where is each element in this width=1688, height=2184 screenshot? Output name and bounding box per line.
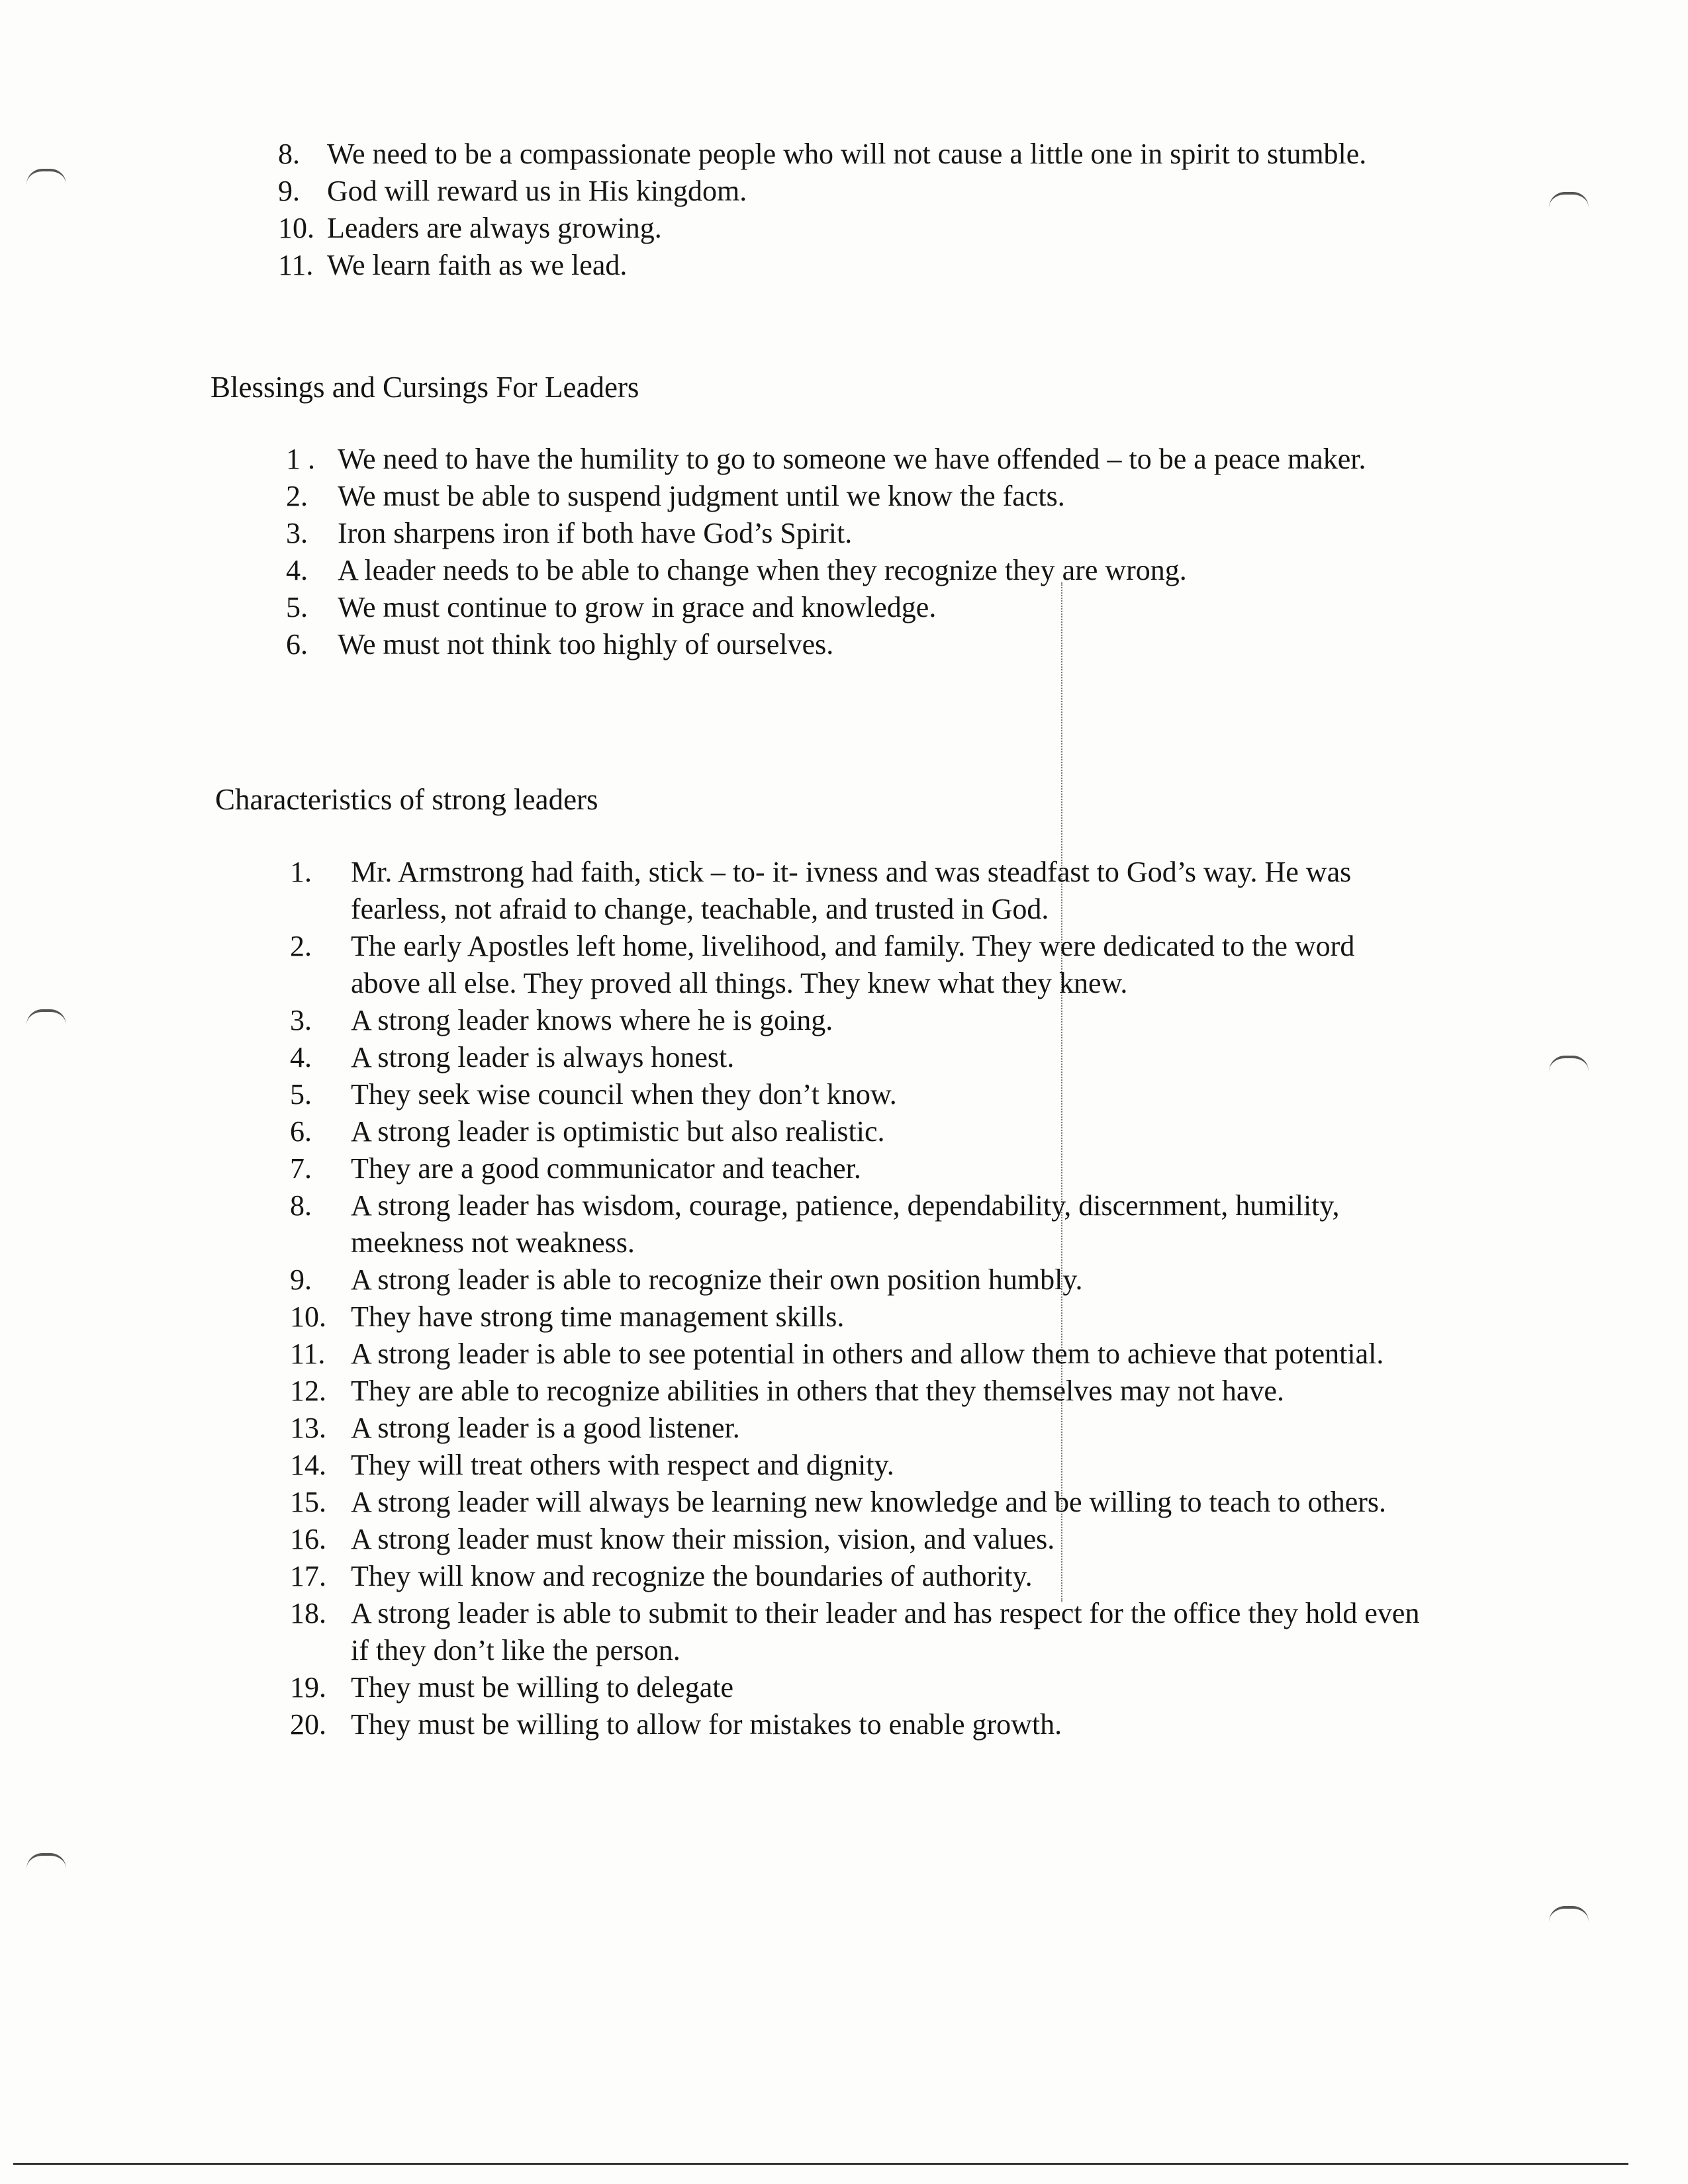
item-text: They are a good communicator and teacher. [351, 1152, 861, 1185]
item-text: We must be able to suspend judgment until we know the facts. [338, 480, 1065, 512]
list-item [290, 1336, 1429, 1373]
punch-hole-mark-left-bottom [26, 1853, 66, 1869]
item-text: A leader needs to be able to change when they recognize they are wrong. [338, 554, 1187, 586]
list-item [290, 1113, 1429, 1150]
list-item [290, 1410, 1429, 1447]
item-number: 1. [290, 856, 312, 888]
list-item [290, 854, 1429, 928]
item-number: 11. [278, 249, 314, 281]
punch-hole-mark-right-top [1549, 192, 1589, 208]
list-item [290, 1261, 1429, 1298]
item-text: A strong leader has wisdom, courage, patience, dependability, discernment, humility, meekness not weakness. [351, 1189, 1340, 1259]
item-number: 13. [290, 1412, 326, 1444]
item-text: A strong leader knows where he is going. [351, 1004, 833, 1036]
item-number: 10. [290, 1300, 326, 1333]
punch-hole-mark-left-mid [26, 1009, 66, 1025]
item-number: 7. [290, 1152, 312, 1185]
item-text: A strong leader is always honest. [351, 1041, 735, 1073]
item-number: 17. [290, 1560, 326, 1592]
list-item [290, 1558, 1429, 1595]
item-text: A strong leader is optimistic but also realistic. [351, 1115, 885, 1148]
characteristics-list [290, 854, 1429, 1743]
item-text: Mr. Armstrong had faith, stick – to- it- ivness and was steadfast to God’s way. He was fearless, not afraid to change, teachable, and trusted in God. [351, 856, 1352, 925]
item-number: 15. [290, 1486, 326, 1518]
item-text: A strong leader must know their mission, vision, and values. [351, 1523, 1055, 1555]
item-number: 11. [290, 1338, 326, 1370]
item-text: A strong leader will always be learning new knowledge and be willing to teach to others. [351, 1486, 1387, 1518]
item-text: They are able to recognize abilities in others that they themselves may not have. [351, 1375, 1284, 1407]
item-number: 10. [278, 212, 314, 244]
item-number: 3. [290, 1004, 312, 1036]
blessings-list [286, 441, 1385, 663]
item-text: A strong leader is able to recognize their own position humbly. [351, 1263, 1083, 1296]
item-text: A strong leader is able to see potential in others and allow them to achieve that potential. [351, 1338, 1384, 1370]
punch-hole-mark-left-top [26, 169, 66, 185]
item-text: They will know and recognize the boundaries of authority. [351, 1560, 1033, 1592]
list-item [290, 1002, 1429, 1039]
list-item [278, 136, 1443, 173]
punch-hole-mark-right-bottom [1549, 1906, 1589, 1922]
item-number: 19. [290, 1671, 326, 1704]
item-number: 5. [286, 591, 308, 623]
item-number: 2. [290, 930, 312, 962]
item-number: 14. [290, 1449, 326, 1481]
item-text: A strong leader is able to submit to their leader and has respect for the office they hold even if they don’t like the person. [351, 1597, 1420, 1666]
item-number: 2. [286, 480, 308, 512]
item-text: God will reward us in His kingdom. [327, 175, 747, 207]
item-text: They seek wise council when they don’t know. [351, 1078, 897, 1111]
list-item [290, 1447, 1429, 1484]
item-number: 3. [286, 517, 308, 549]
item-text: We must not think too highly of ourselves. [338, 628, 834, 660]
item-text: They have strong time management skills. [351, 1300, 845, 1333]
item-text: We need to be a compassionate people who will not cause a little one in spirit to stumble. [327, 138, 1367, 170]
section-heading-characteristics: Characteristics of strong leaders [215, 783, 598, 816]
item-text: Leaders are always growing. [327, 212, 662, 244]
continued-list [278, 136, 1443, 284]
item-number: 9. [290, 1263, 312, 1296]
list-item [286, 552, 1385, 589]
item-text: We must continue to grow in grace and knowledge. [338, 591, 937, 623]
item-text: A strong leader is a good listener. [351, 1412, 740, 1444]
list-item [290, 1669, 1429, 1706]
list-item [290, 1521, 1429, 1558]
list-item [278, 173, 1443, 210]
item-text: They must be willing to delegate [351, 1671, 733, 1704]
item-number: 8. [278, 138, 300, 170]
item-number: 9. [278, 175, 300, 207]
item-number: 6. [286, 628, 308, 660]
item-number: 5. [290, 1078, 312, 1111]
section-heading-blessings: Blessings and Cursings For Leaders [211, 371, 639, 404]
list-item [286, 626, 1385, 663]
item-text: We learn faith as we lead. [327, 249, 628, 281]
list-item [290, 1187, 1429, 1261]
item-text: They will treat others with respect and dignity. [351, 1449, 894, 1481]
list-item [286, 589, 1385, 626]
item-number: 16. [290, 1523, 326, 1555]
bottom-edge-rule [13, 2163, 1628, 2165]
list-item [290, 928, 1429, 1002]
item-number: 4. [290, 1041, 312, 1073]
item-number: 1 . [286, 443, 315, 475]
item-text: The early Apostles left home, livelihood, and family. They were dedicated to the word above all else. They proved all things. They knew what they knew. [351, 930, 1355, 999]
list-item [290, 1150, 1429, 1187]
list-item [290, 1373, 1429, 1410]
item-number: 20. [290, 1708, 326, 1741]
list-item [278, 210, 1443, 247]
list-item [286, 441, 1385, 478]
list-item [290, 1039, 1429, 1076]
punch-hole-mark-right-mid [1549, 1056, 1589, 1071]
item-number: 4. [286, 554, 308, 586]
item-text: They must be willing to allow for mistakes to enable growth. [351, 1708, 1062, 1741]
item-number: 6. [290, 1115, 312, 1148]
list-item [286, 515, 1385, 552]
item-number: 18. [290, 1597, 326, 1629]
item-text: We need to have the humility to go to someone we have offended – to be a peace maker. [338, 443, 1366, 475]
list-item [278, 247, 1443, 284]
item-number: 8. [290, 1189, 312, 1222]
item-number: 12. [290, 1375, 326, 1407]
list-item [290, 1076, 1429, 1113]
list-item [286, 478, 1385, 515]
item-text: Iron sharpens iron if both have God’s Spirit. [338, 517, 853, 549]
list-item [290, 1706, 1429, 1743]
list-item [290, 1595, 1429, 1669]
list-item [290, 1484, 1429, 1521]
list-item [290, 1298, 1429, 1336]
